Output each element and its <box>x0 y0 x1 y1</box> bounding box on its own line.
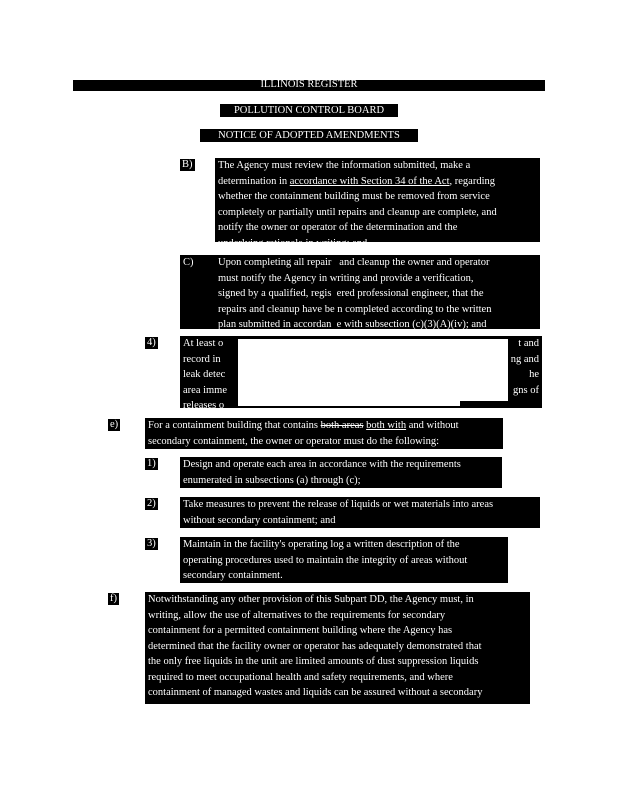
item-e1-label: 1) <box>147 458 156 469</box>
item-e2-text <box>180 497 540 528</box>
item-f-line6: required to meet occupational health and safety requirements, and where <box>148 671 453 683</box>
item-f-line3: containment for a permitted containment building where the Agency has <box>148 625 453 636</box>
item-e1-line1: Design and operate each area in accordance with the requirements <box>183 459 461 470</box>
item-e3-text <box>180 537 508 583</box>
item-e-label: e) <box>110 419 119 430</box>
item-e3-line3: secondary containment. <box>183 570 283 581</box>
item-b-line4: completely or partially until repairs and cleanup are complete, and <box>218 206 497 218</box>
obscured-region-lower <box>238 388 460 406</box>
item-4-label: 4) <box>147 337 156 348</box>
item-f-line2: writing, allow the use of alternatives to the requirements for secondary <box>148 609 446 621</box>
item-b-line6: underlying rationale in writing; and <box>218 237 368 249</box>
item-b-line5: notify the owner or operator of the determination and the <box>218 222 458 233</box>
section-34-reference: accordance with Section 34 of the Act <box>289 175 450 187</box>
item-e-line2: secondary containment, the owner or operator must do the following: <box>148 435 440 447</box>
item-c-line1: Upon completing all repair and cleanup the owner and operator <box>218 257 490 268</box>
item-e2-line2: without secondary containment; and <box>183 514 336 526</box>
header-register: ILLINOIS REGISTER <box>260 79 358 90</box>
item-f-text <box>145 592 530 714</box>
item-e1-line2: enumerated in subsections (a) through (c); <box>183 474 361 486</box>
item-b-text <box>215 158 540 249</box>
item-b-label: B) <box>182 159 193 170</box>
item-e2-line1: Take measures to prevent the release of liquids or wet materials into areas <box>183 499 494 510</box>
item-b-line2: determination in accordance with Section 34 of the Act, regarding <box>218 175 495 187</box>
item-f-label: f) <box>110 593 117 604</box>
header-notice: NOTICE OF ADOPTED AMENDMENTS <box>200 129 418 142</box>
item-f-line4: determined that the facility owner or operator has adequately demonstrated that <box>148 640 482 652</box>
item-c-line4: repairs and cleanup have be n completed according to the written <box>218 303 492 315</box>
item-f-line5: the only free liquids in the unit are limited amounts of dust suppression liquids <box>148 656 479 667</box>
item-c-label: C) <box>183 257 194 268</box>
item-e2-label: 2) <box>147 498 156 509</box>
item-e3-line1: Maintain in the facility's operating log a written description of the <box>183 539 460 550</box>
item-e3-line2: operating procedures used to maintain the integrity of areas without <box>183 554 468 566</box>
item-e-line1: For a containment building that contains both areas both with and without <box>148 420 459 431</box>
item-f-line8: containment system. <box>148 702 235 714</box>
item-e3-label: 3) <box>147 538 156 549</box>
item-c-line3: signed by a qualified, regis ered professional engineer, that the <box>218 288 484 299</box>
item-b-line1: The Agency must review the information submitted, make a <box>218 160 471 171</box>
struck-text: both areas <box>320 420 364 431</box>
item-e-text <box>145 418 503 449</box>
item-c-line5: plan submitted in accordan e with subsection (c)(3)(A)(iv); and <box>218 319 487 330</box>
item-f-line1: Notwithstanding any other provision of this Subpart DD, the Agency must, in <box>148 594 474 605</box>
header-board: POLLUTION CONTROL BOARD <box>220 104 398 117</box>
item-b-line3: whether the containment building must be removed from service <box>218 191 490 202</box>
item-e1-text <box>180 457 502 488</box>
inserted-text: both with <box>366 420 407 431</box>
item-c-line2: must notify the Agency in writing and provide a verification, <box>218 272 474 284</box>
item-4-text: At least o t and record in ng and leak detec he area imme gns of releases o <box>180 336 542 408</box>
item-f-line7: containment of managed wastes and liquids can be assured without a secondary <box>148 687 483 698</box>
item-c-text <box>180 255 540 329</box>
